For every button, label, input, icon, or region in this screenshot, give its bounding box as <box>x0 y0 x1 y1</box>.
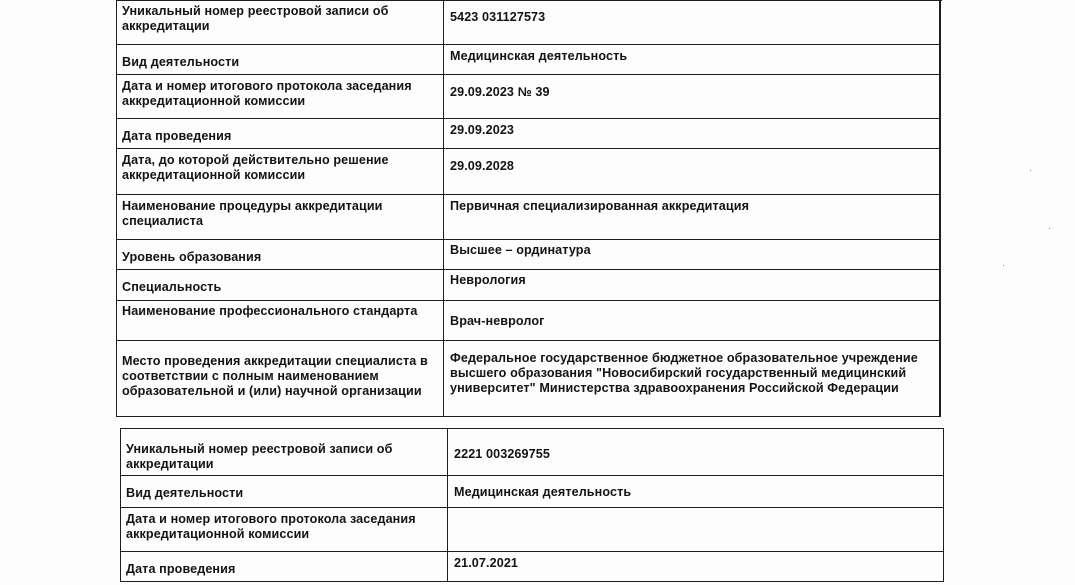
table-row <box>117 341 940 417</box>
registry-number-label: Уникальный номер реестровой записи об аккредитации <box>121 429 448 476</box>
standard-label: Наименование профессионального стандарта <box>117 301 444 341</box>
date-value: 29.09.2023 <box>444 119 940 149</box>
scan-speck <box>1003 265 1004 266</box>
specialty-label: Специальность <box>117 270 444 301</box>
table-row <box>117 240 940 270</box>
protocol-label: Дата и номер итогового протокола заседания аккредитационной комиссии <box>117 75 444 119</box>
table-row <box>121 429 944 476</box>
activity-label: Вид деятельности <box>121 476 448 508</box>
table-row <box>121 552 944 582</box>
accreditation-record-table-1 <box>116 0 941 417</box>
scan-speck <box>1049 228 1050 229</box>
table-row <box>117 75 940 119</box>
table-row <box>117 0 940 45</box>
standard-value: Врач-невролог <box>444 301 940 341</box>
place-value: Федеральное государственное бюджетное образовательное учреждение высшего образования "Новосибирский государственный медицинский университет" Министерства здравоохранения Российской Федерации <box>444 341 940 417</box>
registry-number-value: 5423 031127573 <box>444 0 940 45</box>
table-row <box>117 270 940 301</box>
protocol-label: Дата и номер итогового протокола заседания аккредитационной комиссии <box>121 508 448 552</box>
valid-until-label: Дата, до которой действительно решение аккредитационной комиссии <box>117 149 444 195</box>
activity-value: Медицинская деятельность <box>448 476 944 508</box>
protocol-value <box>448 508 944 552</box>
date-label: Дата проведения <box>117 119 444 149</box>
specialty-value: Неврология <box>444 270 940 301</box>
activity-value: Медицинская деятельность <box>444 45 940 75</box>
table-row <box>117 119 940 149</box>
registry-number-label: Уникальный номер реестровой записи об аккредитации <box>117 0 444 45</box>
table-row <box>117 149 940 195</box>
education-label: Уровень образования <box>117 240 444 270</box>
procedure-label: Наименование процедуры аккредитации специалиста <box>117 195 444 240</box>
date-value: 21.07.2021 <box>448 552 944 582</box>
procedure-value: Первичная специализированная аккредитация <box>444 195 940 240</box>
table-row <box>121 508 944 552</box>
registry-number-value: 2221 003269755 <box>448 429 944 476</box>
table-row <box>117 45 940 75</box>
protocol-value: 29.09.2023 № 39 <box>444 75 940 119</box>
scan-speck <box>1030 170 1031 171</box>
table-row <box>117 301 940 341</box>
valid-until-value: 29.09.2028 <box>444 149 940 195</box>
date-label: Дата проведения <box>121 552 448 582</box>
place-label: Место проведения аккредитации специалиста в соответствии с полным наименованием образовательной и (или) научной организации <box>117 341 444 417</box>
education-value: Высшее – ординатура <box>444 240 940 270</box>
table-row <box>121 476 944 508</box>
accreditation-record-table-2 <box>120 428 944 582</box>
activity-label: Вид деятельности <box>117 45 444 75</box>
table-row <box>117 195 940 240</box>
